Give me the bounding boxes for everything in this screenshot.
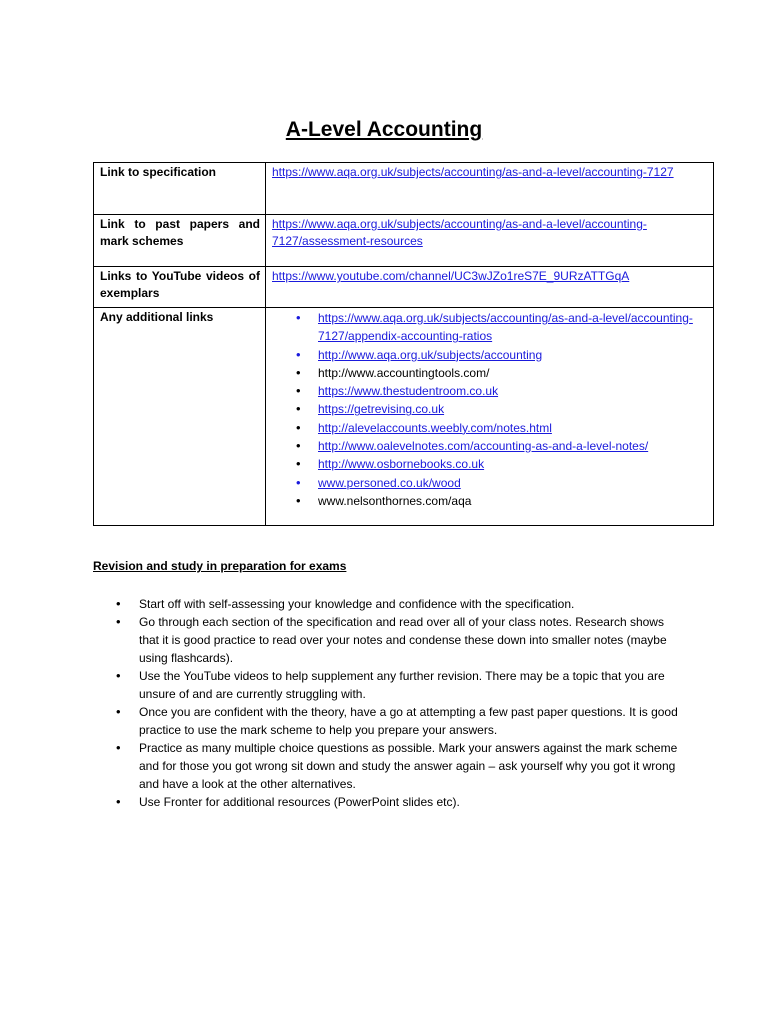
past-papers-link[interactable]: https://www.aqa.org.uk/subjects/accounting/as-and-a-level/accounting-7127/assessment-resources (272, 217, 647, 248)
past-papers-link-cell (266, 215, 714, 267)
list-item (318, 309, 708, 346)
table-row (94, 308, 714, 526)
list-item (318, 364, 708, 382)
youtube-link-cell (266, 267, 714, 308)
additional-link-text: http://www.accountingtools.com/ (318, 365, 490, 380)
additional-link[interactable]: https://getrevising.co.uk (318, 402, 445, 417)
additional-link[interactable]: https://www.aqa.org.uk/subjects/accounting/as-and-a-level/accounting-7127/appendix-accounting-ratios (318, 311, 693, 344)
list-item (318, 419, 708, 437)
additional-links-label: Any additional links (94, 308, 266, 526)
list-item: • Use Fronter for additional resources (PowerPoint slides etc). (139, 793, 684, 811)
list-item (318, 400, 708, 418)
table-row (94, 215, 714, 267)
list-item: • Go through each section of the specification and read over all of your class notes. Research shows that it is good practice to read over your notes and condense these down into smaller notes (maybe using flashcards). (139, 613, 684, 667)
list-item: • Once you are confident with the theory, have a go at attempting a few past paper questions. It is good practice to use the mark scheme to help you prepare your answers. (139, 703, 684, 739)
revision-heading: Revision and study in preparation for exams (93, 559, 347, 573)
list-item: • Start off with self-assessing your knowledge and confidence with the specification. (139, 595, 684, 613)
youtube-label: Links to YouTube videos of exemplars (94, 267, 266, 308)
spec-link[interactable]: https://www.aqa.org.uk/subjects/accounting/as-and-a-level/accounting-7127 (272, 165, 674, 179)
table-row (94, 267, 714, 308)
additional-link-text: www.nelsonthornes.com/aqa (318, 493, 472, 508)
past-papers-label: Link to past papers and mark schemes (94, 215, 266, 267)
spec-link-cell (266, 163, 714, 215)
additional-link[interactable]: www.personed.co.uk/wood (318, 475, 461, 490)
additional-link[interactable]: http://www.oalevelnotes.com/accounting-as-and-a-level-notes/ (318, 439, 649, 454)
list-item: • Use the YouTube videos to help supplement any further revision. There may be a topic that you are unsure of and are currently struggling with. (139, 667, 684, 703)
youtube-link[interactable]: https://www.youtube.com/channel/UC3wJZo1reS7E_9URzATTGqA (272, 269, 630, 283)
additional-link[interactable]: https://www.thestudentroom.co.uk (318, 384, 499, 399)
resources-table (93, 162, 714, 526)
spec-label: Link to specification (94, 163, 266, 215)
revision-list (139, 595, 684, 811)
list-item (318, 382, 708, 400)
additional-links-cell (266, 308, 714, 526)
table-row (94, 163, 714, 215)
list-item (318, 346, 708, 364)
page-title: A-Level Accounting (285, 118, 483, 141)
additional-links-list (272, 309, 708, 510)
additional-link[interactable]: http://www.aqa.org.uk/subjects/accounting (318, 347, 543, 362)
list-item (318, 437, 708, 455)
list-item: • Practice as many multiple choice questions as possible. Mark your answers against the mark scheme and for those you got wrong sit down and study the answer again – ask yourself why you got it wrong and have a look at the other alternatives. (139, 739, 684, 793)
list-item (318, 492, 708, 510)
additional-link[interactable]: http://alevelaccounts.weebly.com/notes.html (318, 420, 552, 435)
additional-link[interactable]: http://www.osbornebooks.co.uk (318, 457, 485, 472)
list-item (318, 455, 708, 473)
list-item (318, 474, 708, 492)
